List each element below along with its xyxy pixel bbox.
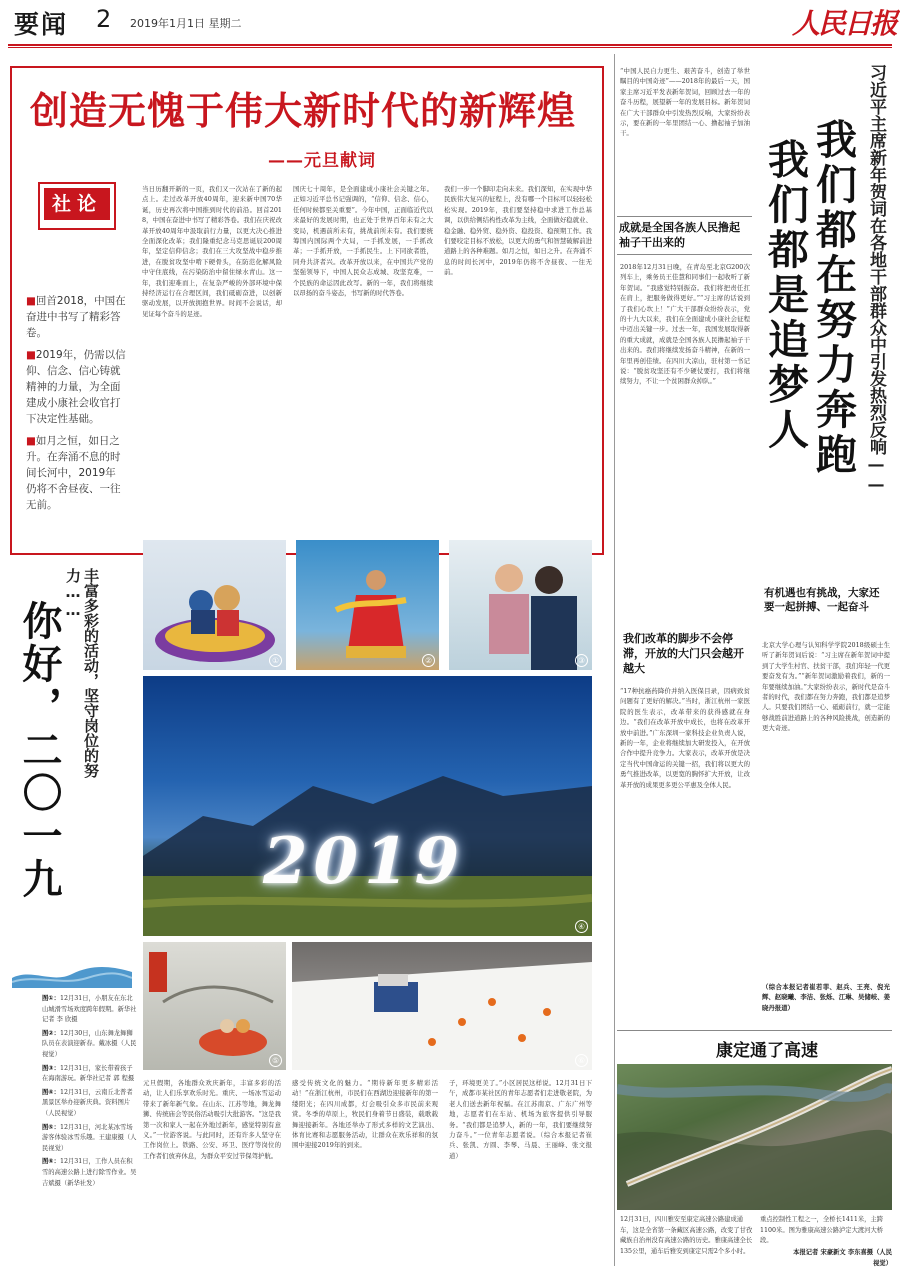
- bullet-square-icon: ■: [26, 349, 36, 361]
- reaction-text-2: “17种抗癌药降价并纳入医保目录，因病致贫问题有了更好的解决。”当时，浙江杭州一家医院的医生表示，改革带来的获得感就在身边。“我们在改革开放中成长，也将在改革开放中前进。”广东深圳一家科技企业负责人说，新的一年，企业将继续加大研发投入，在开放合作中提升竞争力。大家表示，改革开放是决定当代中国命运的关键一招，我们将以更大的勇气推进改革，以更宽的胸怀扩大开放，让改革开放的成果更多更公平惠及全体人民。: [620, 687, 750, 789]
- decor-wave: [12, 960, 132, 988]
- subhead-2: 我们改革的脚步不会停滞，开放的大门只会越开越大: [623, 632, 744, 675]
- caption-item: 图⑥：12月31日，工作人员在积雪的高速公路上进行除雪作业。吴吉斌摄（新华社发）: [42, 1158, 137, 1187]
- vertical-rule: [614, 54, 615, 1266]
- editorial-stamp-label: 社论: [44, 188, 110, 220]
- reaction-kicker: 习近平主席新年贺词在各地干部群众中引发热烈反响——: [866, 64, 886, 495]
- highway-credit: 本报记者 宋豪新文 李东喜摄（人民视觉）: [793, 1249, 892, 1267]
- editorial-summary: [26, 293, 126, 513]
- sparkler-text: 2019: [263, 824, 466, 899]
- page-number: 2: [96, 5, 112, 33]
- page-date: 2019年1月1日 星期二: [130, 17, 242, 30]
- summary-item: ■回首2018，中国在奋进中书写了精彩答卷。: [26, 295, 126, 339]
- feature-text-a: 元旦假期，各地群众欢庆新年，丰富多彩的活动，让人们乐享欢乐时光。重庆、一场冰雪运动带来了新年新气象。在山东、江苏等地，舞龙舞狮、传统庙会等民俗活动吸引大批游客。“这是我第一次和家人一起在外地过新年，感觉特别有意义。”一位游客说。与此同时，还有许多人坚守在工作岗位上。铁路、公安、环卫、医疗等岗位的工作者们放弃休息，为群众平安过节保驾护航。: [143, 1079, 281, 1160]
- highway-rule: [617, 1030, 892, 1031]
- photo-sparkler-2019: [143, 676, 592, 936]
- feature-kicker: 丰富多彩的活动，坚守岗位的努力……: [64, 568, 100, 778]
- photo-dancer: [296, 540, 439, 670]
- photo-sledding: [143, 540, 286, 670]
- reaction-headline-2: 我们都是追梦人: [761, 138, 809, 453]
- highway-caption: 12月31日，四川雅安至康定高速公路建成通车，这是全省第一条藏区高速公路，改变了甘孜藏族自治州没有高速公路的历史。雅康高速全长135公里，通车后雅安到康定只需2个多小时。: [620, 1216, 753, 1255]
- caption-item: 图④：12月31日，云南丘北普者黑景区举办迎新庆典。资料图片（人民视觉）: [42, 1088, 133, 1117]
- photo-parent-child: [449, 540, 592, 670]
- photo-snow-tube: [143, 942, 286, 1070]
- editorial-stamp: [38, 182, 116, 230]
- masthead-rule-thin: [8, 47, 892, 48]
- reaction-headline-1: 我们都在努力奔跑: [809, 118, 857, 478]
- reaction-text-3: 北京大学心理与认知科学学院2018级硕士生听了新年贺词后说：“习主席在新年贺词中提到了大学生村官、扶贫干部，我们年轻一代更要奋发有为。”“新年贺词激励着我们，新的一年要继续加油。”大家纷纷表示，新时代是奋斗者的时代，我们都在努力奔跑，我们都是追梦人。只要我们团结一心、砥砺前行，就一定能够战胜前进道路上的各种风险挑战，创造新的更大奇迹。: [762, 641, 890, 733]
- highway-title: 康定通了高速: [716, 1041, 818, 1061]
- photo-number-badge: ③: [575, 654, 588, 667]
- feature-headline: 你好，二〇一九: [16, 600, 62, 901]
- bullet-square-icon: ■: [26, 295, 36, 307]
- highway-text: 重点控制性工程之一，全桥长1411米，主跨1100米。图为雅康高速公路泸定大渡河大桥段。: [760, 1216, 884, 1245]
- wave-icon: [12, 960, 132, 988]
- photo-number-badge: ⑥: [575, 1054, 588, 1067]
- subhead-3: 有机遇也有挑战，大家还要一起拼搏、一起奋斗: [764, 587, 880, 613]
- summary-item: ■如月之恒，如日之升。在奔涌不息的时间长河中，2019年仍将不舍昼夜、一往无前。: [26, 435, 121, 511]
- reaction-text-1: 2018年12月31日晚，在青岛至北京G200次列车上，乘务员王佳慧和同事们一起收听了新年贺词。“我感觉特别振奋。我们将把责任扛在肩上，把服务做得更好。”“习主席的话说到了我们心坎上！”广大干部群众纷纷表示，党的十九大以来，我们在全面建成小康社会征程中迈出关键一步。过去一年，我国发展取得新的重大成就，成就是全国各族人民撸起袖子干出来的。我们将继续发扬奋斗精神，在新的一年里再创佳绩。在四川大凉山，驻村第一书记说：“脱贫攻坚还有不少硬仗要打，我们将继续努力，不让一个贫困群众掉队。”: [620, 263, 750, 386]
- subhead-1: 成就是全国各族人民撸起袖子干出来的: [619, 221, 740, 249]
- editorial-headline: 创造无愧于伟大新时代的新辉煌: [30, 89, 577, 133]
- photo-captions: [42, 994, 138, 1189]
- bullet-square-icon: ■: [26, 435, 36, 447]
- caption-item: 图⑤：12月31日，河北某冰雪场游客体验冰雪乐趣。王建康摄（人民视觉）: [42, 1123, 137, 1152]
- subhead-box-1: [617, 216, 752, 255]
- editorial-column-2: 国庆七十周年，是全面建成小康社会关键之年。正如习近平总书记强调的，“信仰、信念、信心，任何时候都至关重要”。今年中国，正面临近代以来最好的发展时期，也正处于世界百年未有之大变局，机遇前所未有，挑战前所未有。我们要统筹国内国际两个大局，一手抓发展，一手抓改革；一手抓开放，一手抓民生。上下同欲者胜，同舟共济者兴。改革开放以来，在中国共产党的坚强领导下，中国人民众志成城、攻坚克难，一个民族的命运因此改写。新的一年，我们将继续以昂扬的奋斗姿态，书写新的时代答卷。: [293, 185, 433, 298]
- photo-number-badge: ④: [575, 920, 588, 933]
- photo-number-badge: ②: [422, 654, 435, 667]
- summary-item: ■2019年，仍需以信仰、信念、信心铸就精神的力量，为全面建成小康社会收官打下决定性基础。: [26, 349, 126, 425]
- reaction-intro: “中国人民自力更生、艰苦奋斗，创造了举世瞩目的中国奇迹”——2018年的最后一天，国家主席习近平发表新年贺词，回顾过去一年的奋斗历程，展望新一年的发展目标。新年贺词在广大干部群众中引发热烈反响，大家纷纷表示，要在新的一年里团结一心、撸起袖子加油干。: [620, 67, 750, 138]
- masthead: [0, 0, 900, 48]
- photo-number-badge: ①: [269, 654, 282, 667]
- caption-item: 图①：12月31日，小朋友在东北山城滑雪场欢度跨年假期。新华社记者 李 欣摄: [42, 995, 137, 1024]
- caption-item: 图②：12月30日，山东舞龙舞狮队员在表演迎新春。戴冰摄（人民视觉）: [42, 1029, 137, 1058]
- feature-text-c: 子，环境更美了。”小区居民这样说。12月31日下午，成都市某社区的青年志愿者们走进敬老院，为老人们送去新年祝福。在江苏南京、广东广州等地，志愿者们在车站、机场为旅客提供引导服务。“我们都是追梦人，新的一年，我们要继续努力奋斗。”一位青年志愿者说。（综合本报记者崔兵、张凯、方圆、李琴、马晨、王丽峰、张文报道）: [449, 1079, 592, 1160]
- reaction-credit: （综合本报记者崔若菲、赵兵、王亮、倪光辉、赵晓曦、李洁、张烁、江琳、吴储岐、姜晓丹报道）: [762, 983, 890, 1012]
- editorial-column-1: 当日历翻开新的一页，我们又一次站在了新的起点上。走过改革开放40周年，迎来新中国70华诞，历史再次将中国推到时代的前沿。回首2018，中国在奋进中书写了精彩答卷。我们在庆祝改革开放40周年中汲取前行力量，以更大决心推进全面深化改革；我们隆重纪念马克思诞辰200周年，坚定信仰信念；我们在三大攻坚战中稳步推进，在脱贫攻坚中啃下硬骨头，在防范化解风险中守住底线，在污染防治中留住绿水青山。这一年，我们迎难而上，在复杂严峻的外部环境中保持经济运行在合理区间，我们砥砺奋进，以创新驱动发展，以开放拥抱世界。时间不会说话，却见证每个奋斗的足迹。: [142, 185, 282, 318]
- highway-photo-art: [617, 1064, 892, 1210]
- photo-snow-clearing: [292, 942, 592, 1070]
- subhead-box-3: [760, 584, 890, 632]
- subhead-box-2: [617, 629, 752, 677]
- editorial-byline: ——元旦献词: [268, 151, 376, 171]
- photo-number-badge: ⑤: [269, 1054, 282, 1067]
- highway-photo: [617, 1064, 892, 1210]
- editorial-column-3: 我们一步一个脚印走向未来。我们深知，在实现中华民族伟大复兴的征程上，没有哪一个目标可以轻轻松松实现。2019年，我们要坚持稳中求进工作总基调，以供给侧结构性改革为主线，全面做好稳就业、稳金融、稳外贸、稳外资、稳投资、稳预期工作。我们要咬定目标不放松，以更大的勇气和智慧破解前进道路上的各种难题。如月之恒，如日之升。在奔涌不息的时间长河中，2019年仍将不舍昼夜、一往无前。: [444, 185, 592, 277]
- feature-text-b: 感受传统文化的魅力。“期待新年更多精彩活动！”在浙江杭州，市民们在西湖边迎接新年的第一缕阳光；在四川成都，灯会吸引众多市民前来观赏。冬季的草原上，牧民们身着节日盛装，载歌载舞迎接新年。各地还举办了形式多样的文艺演出、体育比赛和志愿服务活动，让群众在欢乐祥和的氛围中迎接2019年的到来。: [292, 1079, 438, 1150]
- masthead-rule: [8, 44, 892, 46]
- newspaper-logo: 人民日报: [792, 7, 897, 40]
- caption-item: 图③：12月31日，家长带着孩子在海南游玩。新华社记者 郭 程摄: [42, 1064, 135, 1083]
- section-label: 要闻: [14, 10, 69, 39]
